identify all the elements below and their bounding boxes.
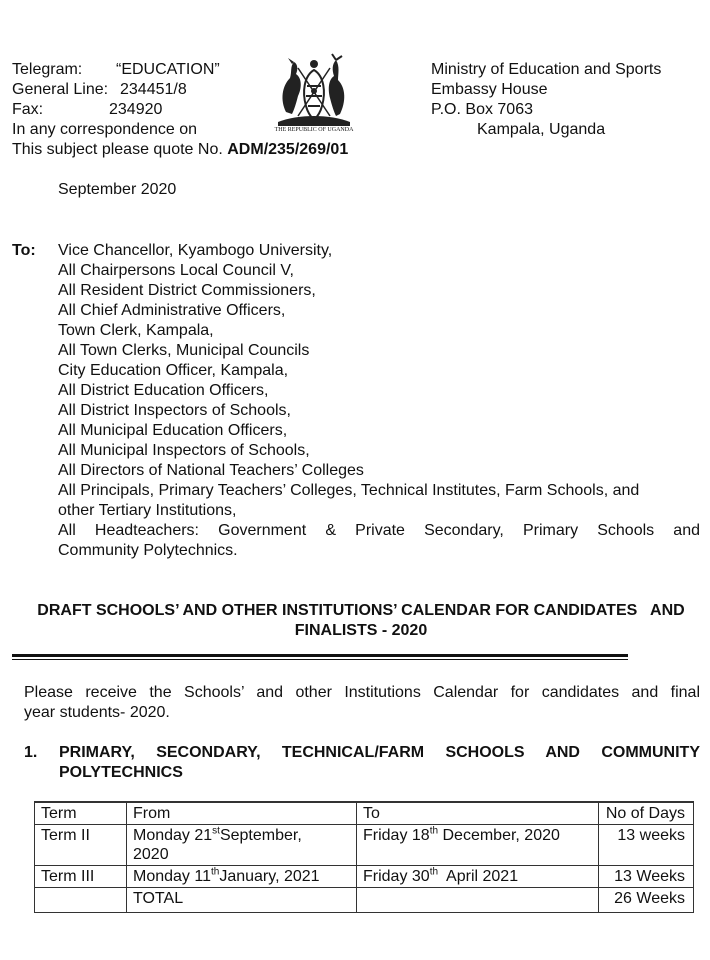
to-date: Friday 18	[363, 827, 430, 844]
cell-empty	[357, 888, 599, 913]
to-month: April 2021	[438, 868, 519, 885]
subject-heading	[22, 601, 700, 641]
cell-days: 13 Weeks	[599, 866, 694, 888]
cell-total-label: TOTAL	[127, 888, 357, 913]
from-ordinal: th	[210, 866, 220, 878]
to-month: December, 2020	[438, 827, 560, 844]
heading-rule-thin	[12, 659, 628, 660]
building-name: Embassy House	[431, 81, 548, 98]
table-header-row	[35, 802, 694, 825]
recipient-item: All Town Clerks, Municipal Councils	[58, 342, 310, 359]
recipient-list	[58, 241, 700, 561]
recipient-item: All Municipal Inspectors of Schools,	[58, 442, 310, 459]
from-year: 2020	[133, 846, 169, 863]
telegram-label: Telegram:	[12, 61, 83, 78]
to-ordinal: th	[429, 825, 439, 837]
cell-from	[127, 866, 357, 888]
subject-quote-text: This subject please quote No.	[12, 141, 223, 158]
table-total-row	[35, 888, 694, 913]
intro-line-2: year students- 2020.	[24, 704, 170, 721]
subject-line-2: FINALISTS - 2020	[294, 622, 428, 639]
cell-term: Term II	[35, 825, 127, 866]
uganda-coat-of-arms-icon	[268, 52, 360, 142]
cell-total-days: 26 Weeks	[599, 888, 694, 913]
header-from: From	[127, 802, 357, 825]
cell-to	[357, 825, 599, 866]
fax-value: 234920	[109, 101, 163, 118]
recipient-item: Vice Chancellor, Kyambogo University,	[58, 242, 333, 259]
recipient-item: All Chairpersons Local Council V,	[58, 262, 294, 279]
from-date: Monday 11	[133, 868, 211, 885]
cell-term: Term III	[35, 866, 127, 888]
calendar-table	[34, 801, 694, 913]
general-line-value: 234451/8	[120, 81, 187, 98]
telegram-value: “EDUCATION”	[116, 61, 220, 78]
reference-line	[12, 140, 348, 160]
recipient-principals-line-1: All Principals, Primary Teachers’ Colleges, Technical Institutes, Farm Schools, and	[58, 482, 640, 499]
subject-line-1: DRAFT SCHOOLS’ AND OTHER INSTITUTIONS’ CALENDAR FOR CANDIDATES AND	[37, 602, 685, 619]
intro-line-1: Please receive the Schools’ and other Institutions Calendar for candidates and final	[24, 684, 700, 701]
reference-number: ADM/235/269/01	[227, 141, 349, 158]
recipient-item: City Education Officer, Kampala,	[58, 362, 289, 379]
to-label: To:	[12, 242, 36, 259]
header-term: Term	[35, 802, 127, 825]
recipient-item: All Resident District Commissioners,	[58, 282, 316, 299]
section-title-line-1: PRIMARY, SECONDARY, TECHNICAL/FARM SCHOOLS AND COMMUNITY	[59, 744, 700, 761]
to-date: Friday 30	[363, 868, 430, 885]
table-row	[35, 825, 694, 866]
section-1-heading	[24, 743, 700, 783]
general-line-label: General Line:	[12, 81, 109, 98]
po-box: P.O. Box 7063	[431, 101, 533, 118]
table-row	[35, 866, 694, 888]
header-right-block	[431, 60, 661, 140]
recipient-headteachers-line-1: All Headteachers: Government & Private Secondary, Primary Schools and	[58, 522, 700, 539]
recipient-headteachers-line-2: Community Polytechnics.	[58, 542, 238, 559]
cell-empty	[35, 888, 127, 913]
from-month: September,	[219, 827, 302, 844]
to-ordinal: th	[429, 866, 439, 878]
recipient-item: All Municipal Education Officers,	[58, 422, 288, 439]
heading-rule-thick	[12, 654, 628, 657]
from-date: Monday 21	[133, 827, 213, 844]
section-number: 1.	[24, 744, 38, 761]
cell-to	[357, 866, 599, 888]
header-days: No of Days	[599, 802, 694, 825]
correspondence-line: In any correspondence on	[12, 121, 198, 138]
fax-label: Fax:	[12, 101, 44, 118]
city: Kampala, Uganda	[477, 121, 606, 138]
recipient-item: All District Education Officers,	[58, 382, 269, 399]
from-ordinal: st	[212, 825, 220, 837]
recipient-item: All Chief Administrative Officers,	[58, 302, 286, 319]
from-month: January, 2021	[219, 868, 320, 885]
cell-days: 13 weeks	[599, 825, 694, 866]
recipient-principals-line-2: other Tertiary Institutions,	[58, 502, 237, 519]
crest-caption: THE REPUBLIC OF UGANDA	[274, 127, 354, 133]
recipient-item: Town Clerk, Kampala,	[58, 322, 214, 339]
header-to: To	[357, 802, 599, 825]
intro-paragraph	[24, 683, 700, 723]
recipient-item: All District Inspectors of Schools,	[58, 402, 291, 419]
cell-from	[127, 825, 357, 866]
letter-date: September 2020	[58, 181, 177, 198]
recipient-item: All Directors of National Teachers’ Colleges	[58, 462, 364, 479]
section-title-line-2: POLYTECHNICS	[59, 764, 183, 781]
ministry-name: Ministry of Education and Sports	[431, 61, 662, 78]
